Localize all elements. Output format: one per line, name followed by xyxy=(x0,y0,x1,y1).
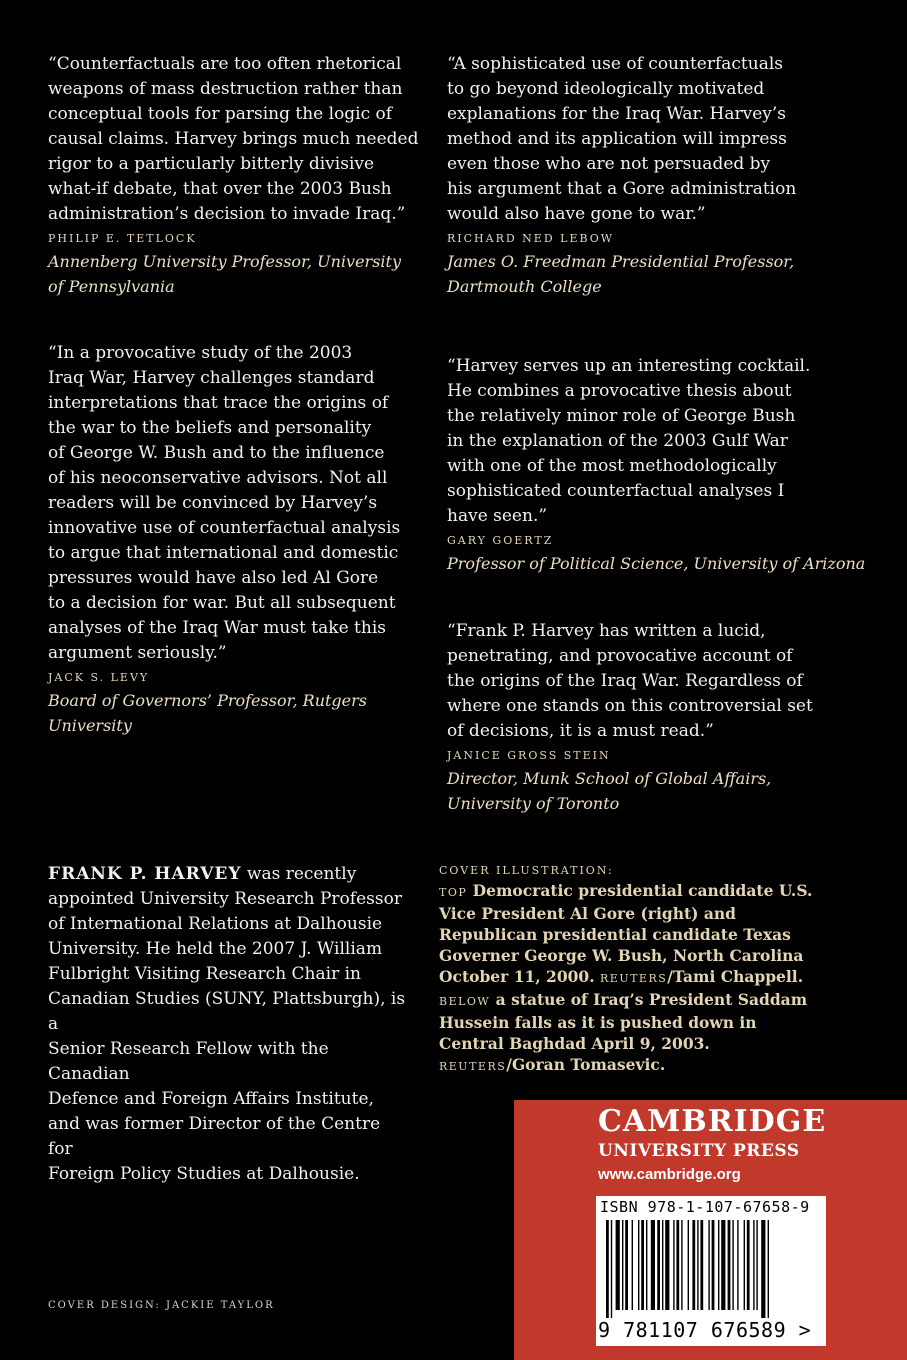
publisher-url[interactable]: www.cambridge.org xyxy=(598,1166,741,1183)
blurb-goertz xyxy=(447,354,887,576)
top-label: TOP xyxy=(439,886,468,899)
blurb-author: JACK S. LEVY xyxy=(48,671,150,684)
blurb-stein xyxy=(447,619,867,816)
blurb-quote: “Frank P. Harvey has written a lucid, penetrating, and provocative account of the origins of the Iraq War. Regardless of where one stands on this controversial set of decisions, it is a must read.” xyxy=(447,621,813,741)
cover-illustration-credits xyxy=(439,862,819,1077)
author-bio-text: was recently appointed University Research Professor of International Relations at Dalhousie University. He held the 2007 J. William Fulbright Visiting Research Chair in Canadian Studies (SUNY, Plattsburgh), is a Senior Research Fellow with the Canadian Defence and Foreign Affairs Institute, and was former Director of the Centre for Foreign Policy Studies at Dalhousie. xyxy=(48,864,406,1184)
cover-illustration-heading: COVER ILLUSTRATION: xyxy=(439,864,614,877)
cover-design-credit: COVER DESIGN: JACKIE TAYLOR xyxy=(48,1300,275,1311)
cover-illustration-top xyxy=(439,880,819,989)
blurb-author: GARY GOERTZ xyxy=(447,534,554,547)
barcode-box xyxy=(596,1196,826,1346)
below-credit-agency: REUTERS xyxy=(439,1060,507,1073)
blurb-author-title: Director, Munk School of Global Affairs, University of Toronto xyxy=(447,769,772,813)
isbn-text: ISBN 978-1-107-67658-9 xyxy=(600,1198,810,1216)
blurb-author-title: Board of Governors’ Professor, Rutgers University xyxy=(48,691,367,735)
barcode-digits: 9 781107 676589 > xyxy=(598,1318,812,1342)
blurb-levy xyxy=(48,341,448,738)
below-label: BELOW xyxy=(439,995,491,1008)
top-caption: Democratic presidential candidate U.S. Vice President Al Gore (right) and Republican presidential candidate Texas Governer George W. Bush, North Carolina October 11, 2000. xyxy=(439,881,813,986)
author-name: FRANK P. HARVEY xyxy=(48,864,242,884)
blurb-author: RICHARD NED LEBOW xyxy=(447,232,615,245)
top-credit-agency: REUTERS xyxy=(600,972,668,985)
blurb-author: JANICE GROSS STEIN xyxy=(447,749,611,762)
publisher-block xyxy=(514,1100,907,1360)
blurb-lebow xyxy=(447,52,867,299)
below-credit-name: /Goran Tomasevic. xyxy=(506,1055,666,1074)
blurb-author-title: Professor of Political Science, University of Arizona xyxy=(447,554,866,573)
below-caption: a statue of Iraq’s President Saddam Hussein falls as it is pushed down in Central Baghdad April 9, 2003. xyxy=(439,990,808,1053)
top-credit-name: /Tami Chappell. xyxy=(667,967,804,986)
blurb-author-title: James O. Freedman Presidential Professor, Dartmouth College xyxy=(447,252,795,296)
blurb-quote: “A sophisticated use of counterfactuals to go beyond ideologically motivated explanations for the Iraq War. Harvey’s method and its application will impress even those who are not persuaded by his argument that a Gore administration would also have gone to war.” xyxy=(447,54,797,224)
author-bio xyxy=(48,862,408,1187)
blurb-quote: “Counterfactuals are too often rhetorical weapons of mass destruction rather than conceptual tools for parsing the logic of causal claims. Harvey brings much needed rigor to a particularly bitterly divisive what-if debate, that over the 2003 Bush administration’s decision to invade Iraq.” xyxy=(48,54,419,224)
blurb-quote: “Harvey serves up an interesting cocktail. He combines a provocative thesis about the relatively minor role of George Bush in the explanation of the 2003 Gulf War with one of the most methodologically sophisticated counterfactual analyses I have seen.” xyxy=(447,356,811,526)
blurb-author: PHILIP E. TETLOCK xyxy=(48,232,197,245)
publisher-name: CAMBRIDGE xyxy=(598,1104,827,1139)
blurb-quote: “In a provocative study of the 2003 Iraq War, Harvey challenges standard interpretations that trace the origins of the war to the beliefs and personality of George W. Bush and to the influence of his neoconservative advisors. Not all readers will be convinced by Harvey’s innovative use of counterfactual analysis to argue that international and domestic pressures would have also led Al Gore to a decision for war. But all subsequent analyses of the Iraq War must take this argument seriously.” xyxy=(48,343,401,663)
blurb-tetlock xyxy=(48,52,448,299)
barcode-icon xyxy=(600,1220,822,1318)
blurb-author-title: Annenberg University Professor, University of Pennsylvania xyxy=(48,252,401,296)
publisher-subtitle: UNIVERSITY PRESS xyxy=(598,1141,800,1161)
cover-illustration-below xyxy=(439,989,819,1077)
